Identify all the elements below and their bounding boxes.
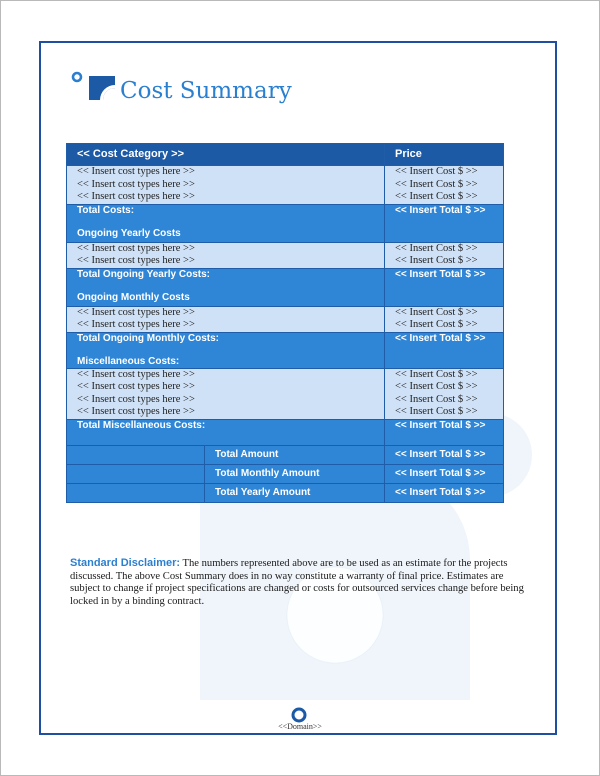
cost-price-item: << Insert Cost $ >> xyxy=(395,406,478,417)
summary-row xyxy=(67,464,504,483)
cost-type-item: << Insert cost types here >> xyxy=(77,393,195,405)
summary-spacer-cell xyxy=(67,483,205,502)
cost-type-item: << Insert cost types here >> xyxy=(77,319,195,330)
cost-type-item: << Insert cost types here >> xyxy=(77,242,195,254)
summary-spacer-cell xyxy=(67,445,205,464)
summary-value: << Insert Total $ >> xyxy=(385,483,504,502)
cost-price-item: << Insert Cost $ >> xyxy=(395,381,478,392)
section-total-row xyxy=(67,268,504,306)
summary-spacer-cell xyxy=(67,464,205,483)
disclaimer-label: Standard Disclaimer: xyxy=(70,557,181,569)
cost-summary-table xyxy=(66,143,504,503)
summary-label: Total Yearly Amount xyxy=(205,483,385,502)
disclaimer-text: The numbers represented above are to be used as an estimate for the projects discussed. The above Cost Summary does in no way constitute a warranty of final price. Estimates are subject to change if project specifications are changed or costs for outsourced services change before being locked in by a binding contract. xyxy=(70,558,524,607)
section-total-row xyxy=(67,332,504,368)
section-total-value: << Insert Total $ >> xyxy=(385,268,504,306)
cost-price-item: << Insert Cost $ >> xyxy=(395,166,478,177)
summary-row xyxy=(67,445,504,464)
cost-price-item: << Insert Cost $ >> xyxy=(395,242,478,254)
cost-items-cell xyxy=(67,242,385,268)
cost-price-item: << Insert Cost $ >> xyxy=(395,368,478,380)
cost-type-item: << Insert cost types here >> xyxy=(77,255,195,266)
cost-type-item: << Insert cost types here >> xyxy=(77,166,195,177)
table-header-row xyxy=(67,144,504,166)
cost-price-item: << Insert Cost $ >> xyxy=(395,191,478,202)
page-title: Cost Summary xyxy=(120,78,292,104)
category-header: << Cost Category >> xyxy=(67,144,385,166)
cost-type-item: << Insert cost types here >> xyxy=(77,368,195,380)
section-heading: Ongoing Yearly Costs xyxy=(77,227,181,239)
footer-domain: <<Domain>> xyxy=(278,722,322,731)
summary-label: Total Amount xyxy=(205,445,385,464)
section-total-value: << Insert Total $ >> xyxy=(385,204,504,242)
cost-price-item: << Insert Cost $ >> xyxy=(395,255,478,266)
section-total-cell xyxy=(67,419,385,445)
section-total-cell xyxy=(67,268,385,306)
cost-prices-cell xyxy=(385,306,504,332)
section-total-row xyxy=(67,204,504,242)
cost-type-item: << Insert cost types here >> xyxy=(77,191,195,202)
section-heading: Miscellaneous Costs: xyxy=(77,355,180,367)
section-total-label: Total Miscellaneous Costs: xyxy=(77,419,206,431)
section-total-row xyxy=(67,419,504,445)
cost-price-item: << Insert Cost $ >> xyxy=(395,393,478,405)
section-heading: Ongoing Monthly Costs xyxy=(77,291,190,303)
cost-price-item: << Insert Cost $ >> xyxy=(395,178,478,190)
cost-prices-cell xyxy=(385,368,504,419)
summary-row xyxy=(67,483,504,502)
cost-prices-cell xyxy=(385,242,504,268)
cost-type-item: << Insert cost types here >> xyxy=(77,406,195,417)
section-total-value: << Insert Total $ >> xyxy=(385,419,504,445)
cost-items-row xyxy=(67,368,504,419)
cost-price-item: << Insert Cost $ >> xyxy=(395,319,478,330)
cost-items-row xyxy=(67,242,504,268)
cost-prices-cell xyxy=(385,166,504,205)
cost-price-item: << Insert Cost $ >> xyxy=(395,306,478,318)
cost-items-row xyxy=(67,306,504,332)
cost-items-cell xyxy=(67,166,385,205)
section-total-cell xyxy=(67,332,385,368)
summary-label: Total Monthly Amount xyxy=(205,464,385,483)
section-total-label: Total Ongoing Monthly Costs: xyxy=(77,332,220,344)
disclaimer xyxy=(70,557,530,608)
cost-items-cell xyxy=(67,368,385,419)
section-total-label: Total Costs: xyxy=(77,204,135,216)
section-total-cell xyxy=(67,204,385,242)
cost-type-item: << Insert cost types here >> xyxy=(77,306,195,318)
company-logo-icon xyxy=(70,71,118,103)
section-total-label: Total Ongoing Yearly Costs: xyxy=(77,268,210,280)
section-total-value: << Insert Total $ >> xyxy=(385,332,504,368)
cost-type-item: << Insert cost types here >> xyxy=(77,381,195,392)
summary-value: << Insert Total $ >> xyxy=(385,464,504,483)
cost-type-item: << Insert cost types here >> xyxy=(77,178,195,190)
summary-value: << Insert Total $ >> xyxy=(385,445,504,464)
cost-items-row xyxy=(67,166,504,205)
price-header: Price xyxy=(385,144,504,166)
cost-items-cell xyxy=(67,306,385,332)
